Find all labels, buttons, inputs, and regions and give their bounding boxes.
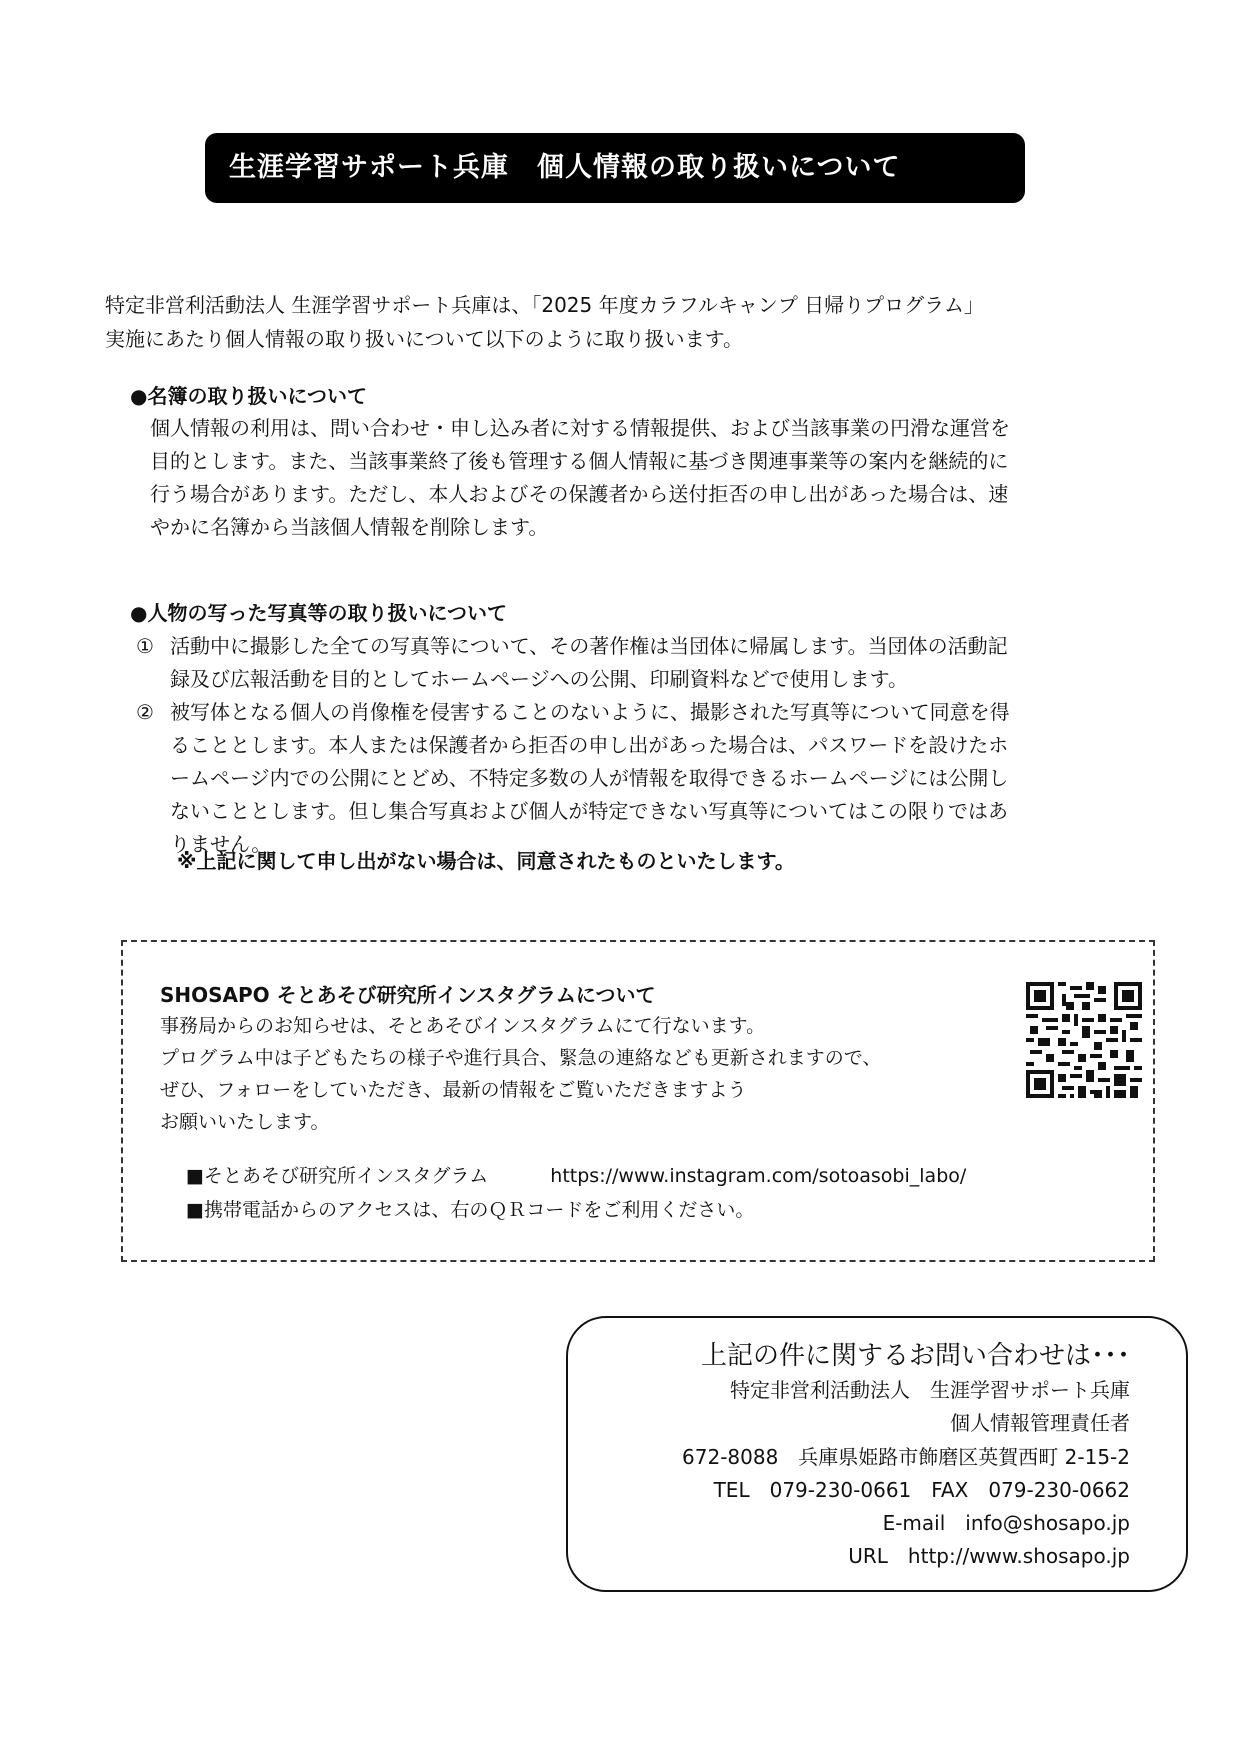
instagram-link-row [186,1160,966,1192]
section-body-roster [150,412,1150,544]
body-line: やかに名簿から当該個人情報を削除します。 [150,515,549,539]
instagram-body [160,1010,990,1138]
contact-url[interactable]: URL http://www.shosapo.jp [848,1544,1130,1568]
contact-lead: 上記の件に関するお問い合わせは･･･ [700,1341,1130,1371]
qr-code [1026,982,1142,1098]
body-line: プログラム中は子どもたちの様子や進行具合、緊急の連絡なども更新されますので、 [160,1047,882,1069]
body-line: ームページ内での公開にとどめ、不特定多数の人が情報を取得できるホームページには公開し [170,766,1009,790]
instagram-link-label: ■そとあそび研究所インスタグラム [186,1165,489,1187]
section-heading-roster: ●名簿の取り扱いについて [130,384,368,408]
qr-note: ■携帯電話からのアクセスは、右のＱＲコードをご利用ください。 [186,1199,755,1221]
body-line: りません。 [170,832,272,856]
intro-line: 特定非営利活動法人 生涯学習サポート兵庫は、「2025 年度カラフルキャンプ 日帰りプログラム」 [105,293,984,317]
body-line: 行う場合があります。ただし、本人およびその保護者から送付拒否の申し出があった場合は、速 [150,482,1009,506]
list-item [136,696,1166,861]
body-line: ぜひ、フォローをしていただき、最新の情報をご覧いただきますよう [160,1079,747,1101]
list-item [136,630,1166,696]
consent-note: ※上記に関して申し出がない場合は、同意されたものといたします。 [177,849,795,873]
contact-email[interactable]: E-mail info@shosapo.jp [882,1511,1130,1535]
body-line: 事務局からのお知らせは、そとあそびインスタグラムにて行ないます。 [160,1015,766,1037]
body-line: お願いいたします。 [160,1111,330,1133]
body-line: 個人情報の利用は、問い合わせ・申し込み者に対する情報提供、および当該事業の円滑な運営を [150,416,1010,440]
contact-role: 個人情報管理責任者 [950,1411,1130,1435]
body-line: 目的とします。また、当該事業終了後も管理する個人情報に基づき関連事業等の案内を継続的に [150,449,1009,473]
intro-line: 実施にあたり個人情報の取り扱いについて以下のように取り扱います。 [105,327,743,351]
body-line: 活動中に撮影した全ての写真等について、その著作権は当団体に帰属します。当団体の活動記 [170,634,1008,658]
intro-paragraph [105,288,1145,356]
page-title: 生涯学習サポート兵庫 個人情報の取り扱いについて [205,133,1025,203]
body-line: ないこととします。但し集合写真および個人が特定できない写真等についてはこの限りではあ [170,799,1008,823]
contact-box [566,1316,1188,1592]
body-line: ることとします。本人または保護者から拒否の申し出があった場合は、パスワードを設けたホ [170,733,1009,757]
body-line: 録及び広報活動を目的としてホームページへの公開、印刷資料などで使用します。 [170,667,908,691]
section-heading-photos: ●人物の写った写真等の取り扱いについて [130,601,508,625]
instagram-info-box [121,940,1155,1262]
item-number: ② [136,700,154,724]
instagram-heading: SHOSAPO そとあそび研究所インスタグラムについて [160,983,656,1007]
instagram-link[interactable]: https://www.instagram.com/sotoasobi_labo/ [550,1165,967,1187]
contact-org: 特定非営利活動法人 生涯学習サポート兵庫 [730,1378,1130,1402]
contact-tel-fax: TEL 079-230-0661 FAX 079-230-0662 [713,1478,1130,1502]
contact-address: 672-8088 兵庫県姫路市飾磨区英賀西町 2-15-2 [682,1445,1130,1469]
item-number: ① [136,634,154,658]
body-line: 被写体となる個人の肖像権を侵害することのないように、撮影された写真等について同意を得 [170,700,1010,724]
